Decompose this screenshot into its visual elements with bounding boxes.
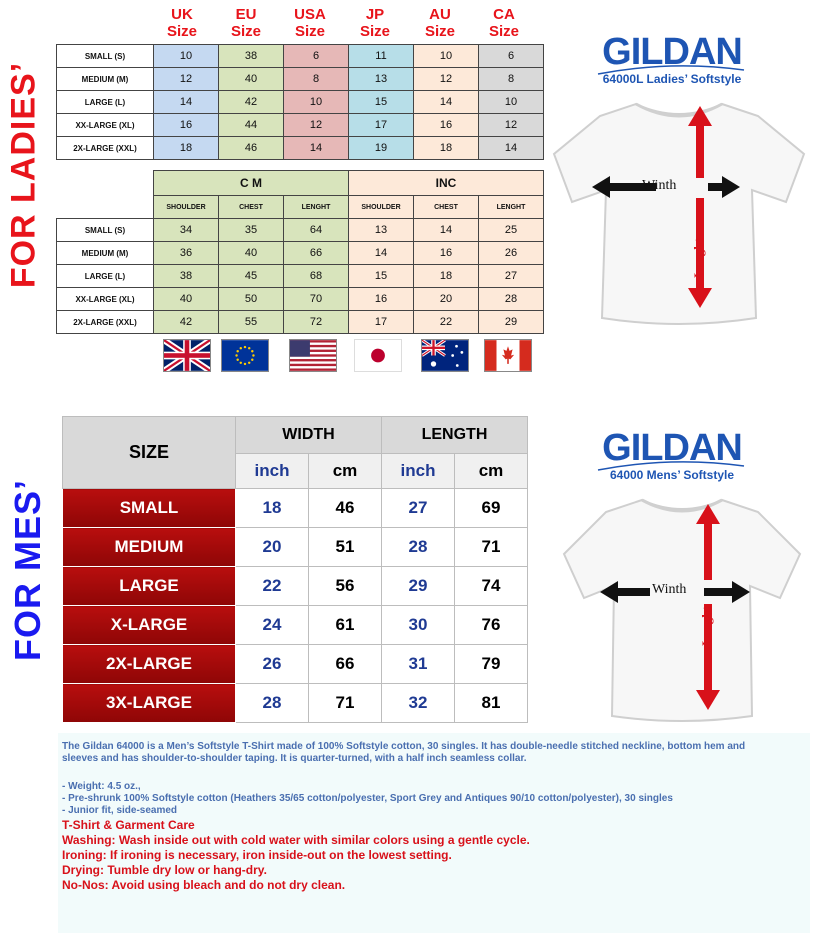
size-cell: 8: [284, 68, 349, 91]
group-header: LENGTH: [382, 417, 528, 454]
table-row: [63, 489, 528, 528]
measure-cell: 14: [414, 219, 479, 242]
description-bullet: - Junior fit, side-seamed: [62, 805, 178, 816]
gildan-logo-mens: GILDAN 64000 Mens’ Softstyle: [592, 428, 752, 482]
usa-flag-icon: [289, 339, 337, 372]
measure-cell: 42: [154, 311, 219, 334]
size-cell: 44: [219, 114, 284, 137]
measure-cell: 32: [382, 684, 455, 723]
region-header-line: Size: [359, 23, 390, 40]
size-cell: 15: [349, 91, 414, 114]
size-cell: 6: [284, 45, 349, 68]
measure-cell: 66: [309, 645, 382, 684]
mens-length-label: Lenght: [699, 606, 714, 646]
measure-cell: 26: [236, 645, 309, 684]
table-row: [57, 68, 544, 91]
measure-cell: 36: [154, 242, 219, 265]
size-label: LARGE (L): [57, 91, 154, 114]
region-header-line: USA: [294, 6, 326, 23]
measure-cell: 56: [309, 567, 382, 606]
column-header: SHOULDER: [349, 196, 414, 219]
care-title: T-Shirt & Garment Care: [62, 818, 195, 832]
table-row: [57, 137, 544, 160]
australia-flag-icon: [421, 339, 469, 372]
column-header: LENGHT: [479, 196, 544, 219]
measure-cell: 13: [349, 219, 414, 242]
measure-cell: 17: [349, 311, 414, 334]
measure-cell: 68: [284, 265, 349, 288]
size-label: XX-LARGE (XL): [57, 288, 154, 311]
region-header-ca: [472, 6, 536, 40]
region-header-line: CA: [493, 6, 515, 23]
region-header-jp: [343, 6, 407, 40]
description-bullet: - Weight: 4.5 oz.,: [62, 781, 141, 792]
measure-cell: 72: [284, 311, 349, 334]
measure-cell: 55: [219, 311, 284, 334]
description-bullet: - Pre-shrunk 100% Softstyle cotton (Heathers 35/65 cotton/polyester, Sport Grey and Antiques 90/10 cotton/polyester), 30 singles: [62, 793, 673, 804]
size-label: 2X-LARGE: [63, 645, 236, 684]
size-label: MEDIUM: [63, 528, 236, 567]
measure-cell: 64: [284, 219, 349, 242]
column-header: CHEST: [414, 196, 479, 219]
table-row: [63, 528, 528, 567]
measure-cell: 40: [219, 242, 284, 265]
size-cell: 8: [479, 68, 544, 91]
ladies-length-label: Lenght: [691, 238, 706, 278]
measure-cell: 16: [349, 288, 414, 311]
blank-corner: [57, 171, 154, 219]
table-row: [57, 288, 544, 311]
group-header: INC: [349, 171, 544, 196]
measure-cell: 71: [455, 528, 528, 567]
column-header: CHEST: [219, 196, 284, 219]
size-label: SMALL (S): [57, 219, 154, 242]
region-header-line: Size: [230, 23, 261, 40]
measure-cell: 24: [236, 606, 309, 645]
size-cell: 16: [154, 114, 219, 137]
mens-size-table: [62, 416, 528, 723]
product-description: [58, 733, 810, 933]
japan-flag-icon: [354, 339, 402, 372]
measure-cell: 28: [382, 528, 455, 567]
measure-cell: 71: [309, 684, 382, 723]
table-row: [57, 265, 544, 288]
size-cell: 14: [479, 137, 544, 160]
measure-cell: 70: [284, 288, 349, 311]
size-cell: 18: [154, 137, 219, 160]
size-cell: 16: [414, 114, 479, 137]
measure-cell: 28: [479, 288, 544, 311]
size-label: 3X-LARGE: [63, 684, 236, 723]
table-row: [63, 606, 528, 645]
swoosh-icon: [596, 62, 746, 76]
ladies-size-table: [56, 44, 544, 160]
size-cell: 17: [349, 114, 414, 137]
region-header-line: Size: [424, 23, 455, 40]
size-label: 2X-LARGE (XXL): [57, 137, 154, 160]
mens-tshirt-diagram: [560, 494, 804, 726]
size-cell: 6: [479, 45, 544, 68]
measure-cell: 66: [284, 242, 349, 265]
measure-cell: 22: [414, 311, 479, 334]
size-label: MEDIUM (M): [57, 242, 154, 265]
measure-cell: 35: [219, 219, 284, 242]
mens-model-label: 64000 Mens’ Softstyle: [609, 468, 735, 482]
size-column-header: SIZE: [63, 417, 236, 489]
measure-cell: 25: [479, 219, 544, 242]
care-line: Washing: Wash inside out with cold water with similar colors using a gentle cycle.: [62, 833, 530, 847]
size-cell: 38: [219, 45, 284, 68]
region-header-line: Size: [294, 23, 325, 40]
column-header: LENGHT: [284, 196, 349, 219]
column-header: SHOULDER: [154, 196, 219, 219]
region-header-uk: [150, 6, 214, 40]
region-header-line: JP: [365, 6, 385, 23]
swoosh-icon: [596, 458, 746, 472]
measure-cell: 50: [219, 288, 284, 311]
size-cell: 42: [219, 91, 284, 114]
size-cell: 12: [154, 68, 219, 91]
size-label: SMALL: [63, 489, 236, 528]
measure-cell: 34: [154, 219, 219, 242]
measure-cell: 69: [455, 489, 528, 528]
size-cell: 12: [479, 114, 544, 137]
size-cell: 10: [479, 91, 544, 114]
measure-cell: 74: [455, 567, 528, 606]
measure-cell: 38: [154, 265, 219, 288]
region-header-usa: [278, 6, 342, 40]
size-label: LARGE: [63, 567, 236, 606]
size-cell: 13: [349, 68, 414, 91]
measure-cell: 16: [414, 242, 479, 265]
table-row: [57, 91, 544, 114]
measure-cell: 30: [382, 606, 455, 645]
ladies-tshirt-diagram: [548, 98, 810, 328]
canada-flag-icon: [484, 339, 532, 372]
measure-cell: 76: [455, 606, 528, 645]
size-cell: 18: [414, 137, 479, 160]
size-cell: 10: [414, 45, 479, 68]
region-header-line: EU: [235, 6, 257, 23]
table-row: [63, 684, 528, 723]
measure-cell: 20: [236, 528, 309, 567]
size-cell: 14: [154, 91, 219, 114]
size-cell: 14: [284, 137, 349, 160]
mens-section-label: FOR MES’: [7, 478, 48, 662]
region-header-line: AU: [429, 6, 451, 23]
description-intro: The Gildan 64000 is a Men’s Softstyle T-Shirt made of 100% Softstyle cotton, 30 singles. It has double-needle stitched neckline, bottom hem and sleeves and has shoulder-to-shoulder taping. It is quarter-turned, with a half inch seamless collar.: [62, 741, 746, 764]
gildan-logo-ladies: GILDAN 64000L Ladies’ Softstyle: [592, 32, 752, 86]
region-header-eu: [214, 6, 278, 40]
measure-cell: 22: [236, 567, 309, 606]
size-cell: 46: [219, 137, 284, 160]
region-header-au: [408, 6, 472, 40]
size-label: XX-LARGE (XL): [57, 114, 154, 137]
size-cell: 12: [284, 114, 349, 137]
ladies-measurement-table: [56, 170, 544, 334]
unit-header: cm: [455, 454, 528, 489]
ladies-section-label: FOR LADIES’: [4, 61, 43, 289]
table-row: [57, 45, 544, 68]
ladies-model-label: 64000L Ladies’ Softstyle: [602, 72, 742, 86]
measure-cell: 18: [414, 265, 479, 288]
size-cell: 10: [284, 91, 349, 114]
region-header-line: Size: [488, 23, 519, 40]
size-label: X-LARGE: [63, 606, 236, 645]
table-row: [57, 114, 544, 137]
unit-header: inch: [236, 454, 309, 489]
measure-cell: 15: [349, 265, 414, 288]
care-line: No-Nos: Avoid using bleach and do not dry clean.: [62, 878, 346, 892]
size-cell: 11: [349, 45, 414, 68]
size-cell: 40: [219, 68, 284, 91]
measure-cell: 79: [455, 645, 528, 684]
unit-header: cm: [309, 454, 382, 489]
mens-width-label: Winth: [652, 582, 687, 597]
care-instructions: [58, 833, 810, 893]
measure-cell: 40: [154, 288, 219, 311]
table-row: [57, 242, 544, 265]
group-header: WIDTH: [236, 417, 382, 454]
unit-header: inch: [382, 454, 455, 489]
size-cell: 14: [414, 91, 479, 114]
size-label: 2X-LARGE (XXL): [57, 311, 154, 334]
size-cell: 12: [414, 68, 479, 91]
uk-flag-icon: [163, 339, 211, 372]
table-row: [63, 567, 528, 606]
size-cell: 19: [349, 137, 414, 160]
measure-cell: 29: [382, 567, 455, 606]
measure-cell: 29: [479, 311, 544, 334]
measure-cell: 26: [479, 242, 544, 265]
measure-cell: 31: [382, 645, 455, 684]
eu-flag-icon: [221, 339, 269, 372]
measure-cell: 51: [309, 528, 382, 567]
measure-cell: 27: [382, 489, 455, 528]
table-row: [57, 219, 544, 242]
size-label: MEDIUM (M): [57, 68, 154, 91]
measure-cell: 46: [309, 489, 382, 528]
size-label: LARGE (L): [57, 265, 154, 288]
ladies-width-label: Winth: [642, 178, 677, 193]
care-line: Ironing: If ironing is necessary, iron inside-out on the lowest setting.: [62, 848, 452, 862]
measure-cell: 81: [455, 684, 528, 723]
size-label: SMALL (S): [57, 45, 154, 68]
measure-cell: 18: [236, 489, 309, 528]
measure-cell: 27: [479, 265, 544, 288]
region-header-line: Size: [166, 23, 197, 40]
care-line: Drying: Tumble dry low or hang-dry.: [62, 863, 267, 877]
measure-cell: 28: [236, 684, 309, 723]
measure-cell: 45: [219, 265, 284, 288]
measure-cell: 61: [309, 606, 382, 645]
region-header-line: UK: [171, 6, 193, 23]
description-bullets: [58, 781, 810, 817]
size-cell: 10: [154, 45, 219, 68]
group-header: C M: [154, 171, 349, 196]
measure-cell: 14: [349, 242, 414, 265]
measure-cell: 20: [414, 288, 479, 311]
table-row: [63, 645, 528, 684]
table-row: [57, 311, 544, 334]
